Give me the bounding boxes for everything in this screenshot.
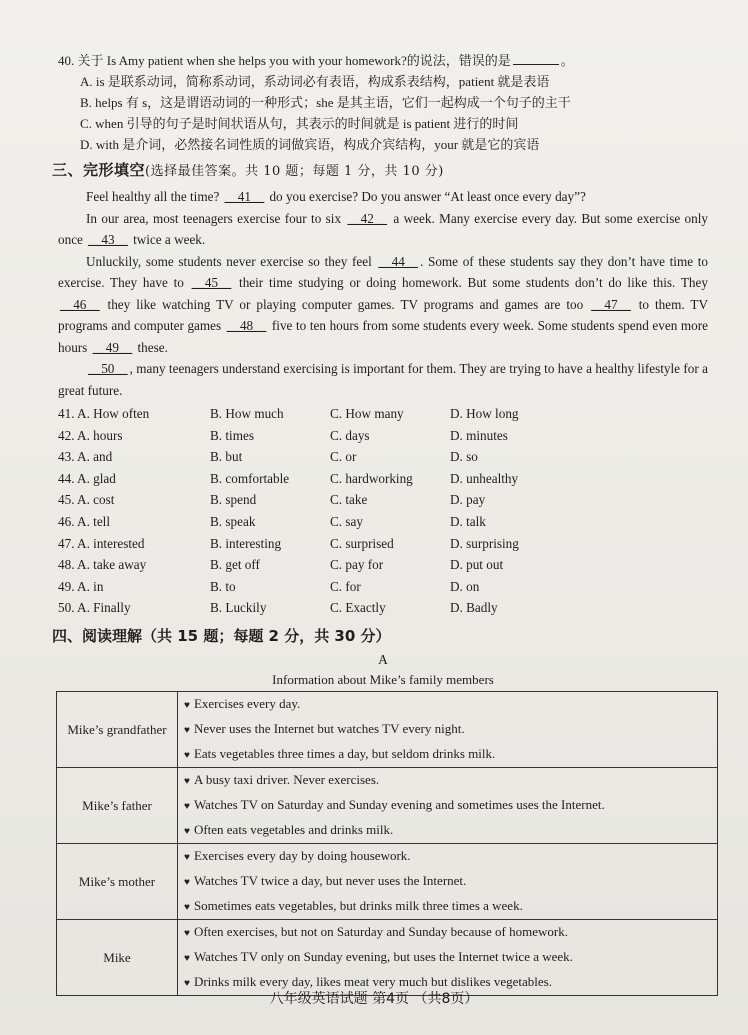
fact-item: ♥ Eats vegetables three times a day, but seldom drinks milk. [184, 745, 496, 761]
member-facts [178, 767, 718, 843]
question-40-option-b: B. helps 有 s，这是谓语动词的一种形式；she 是其主语，它们一起构成一个句子的主干 [80, 95, 571, 110]
option-row-42: 42. A. hours B. times C. days D. minutes [58, 427, 508, 443]
table-row [57, 767, 718, 843]
option-row-45: 45. A. cost B. spend C. take D. pay [58, 492, 486, 508]
fact-item: ♥ Often exercises, but not on Saturday and Sunday because of homework. [184, 923, 568, 939]
option-row-46: 46. A. tell B. speak C. say D. talk [58, 513, 486, 529]
fact-item: ♥ Often eats vegetables and drinks milk. [184, 821, 394, 837]
blank-42: __42__ [347, 210, 388, 226]
option-row-49: 49. A. in B. to C. for D. on [58, 578, 480, 594]
table-row [57, 691, 718, 767]
page-footer: 八年级英语试题 第4页 （共8页） [269, 991, 479, 1007]
passage-paragraph: __50__ , many teenagers understand exercising is important for them. They are trying to have a healthy lifestyle for a great future. [58, 361, 708, 398]
passage-paragraph: In our area, most teenagers exercise four to six __42__ a week. Many exercise every day. But some exercise only once __43__ twice a week. [58, 210, 709, 247]
heart-bullet-icon: ♥ [184, 851, 190, 863]
member-name: Mike’s mother [57, 843, 178, 919]
question-40-option-c: C. when 引导的句子是时间状语从句，其表示的时间就是 is patient 进行的时间 [80, 116, 519, 131]
cloze-passage [58, 186, 708, 401]
family-info-table [56, 691, 718, 996]
answer-blank [513, 64, 559, 65]
heart-bullet-icon: ♥ [184, 825, 190, 837]
cloze-section-title: 三、完形填空(选择最佳答案。共 10 题；每题 1 分，共 10 分) [52, 161, 444, 179]
fact-item: ♥ Watches TV twice a day, but never uses the Internet. [184, 872, 467, 888]
blank-49: __49__ [92, 339, 133, 355]
blank-48: __48__ [226, 318, 267, 333]
option-row-48: 48. A. take away B. get off C. pay for D. put out [58, 557, 504, 573]
question-40-option-d: D. with 是介词，必然接名词性质的词做宾语，构成介宾结构，your 就是它的宾语 [80, 137, 540, 152]
fact-item: ♥ Sometimes eats vegetables, but drinks milk three times a week. [184, 897, 523, 913]
heart-bullet-icon: ♥ [184, 901, 190, 913]
fact-item: ♥ Exercises every day. [184, 695, 301, 711]
member-name: Mike [57, 919, 178, 995]
member-name: Mike’s grandfather [57, 691, 178, 767]
heart-bullet-icon: ♥ [184, 724, 190, 736]
heart-bullet-icon: ♥ [184, 800, 190, 812]
heart-bullet-icon: ♥ [184, 927, 190, 939]
fact-item: ♥ Drinks milk every day, likes meat very much but dislikes vegetables. [184, 973, 552, 989]
table-row [57, 919, 718, 995]
fact-item: ♥ Exercises every day by doing housework. [184, 847, 411, 863]
option-row-43: 43. A. and B. but C. or D. so [58, 449, 478, 465]
question-40-option-a: A. is 是联系动词，简称系动词，系动词必有表语，构成系表结构，patient 就是表语 [80, 74, 550, 89]
blank-47: __47__ [591, 296, 631, 312]
member-facts [178, 843, 718, 919]
fact-item: ♥ Watches TV only on Sunday evening, but uses the Internet twice a week. [184, 948, 573, 964]
blank-50: __50__ [88, 361, 128, 376]
option-row-47: 47. A. interested B. interesting C. surprised D. surprising [58, 535, 519, 551]
heart-bullet-icon: ♥ [184, 699, 190, 711]
question-40 [58, 50, 708, 155]
fact-item: ♥ Never uses the Internet but watches TV every night. [184, 720, 465, 736]
option-row-44: 44. A. glad B. comfortable C. hardworking D. unhealthy [58, 470, 519, 486]
blank-46: __46__ [60, 296, 100, 312]
fact-item: ♥ A busy taxi driver. Never exercises. [184, 771, 380, 787]
fact-item: ♥ Watches TV on Saturday and Sunday evening and sometimes uses the Internet. [184, 796, 605, 812]
question-40-stem: 40. 关于 Is Amy patient when she helps you with your homework?的说法，错误的是 。 [58, 53, 574, 68]
reading-section-title: 四、阅读理解（共 15 题；每题 2 分，共 30 分） [52, 626, 391, 645]
heart-bullet-icon: ♥ [184, 749, 190, 761]
blank-43: __43__ [88, 232, 128, 247]
member-name: Mike’s father [57, 767, 178, 843]
blank-41: __41__ [224, 189, 265, 204]
heart-bullet-icon: ♥ [184, 775, 190, 787]
passage-paragraph: Unluckily, some students never exercise so they feel __44__ . Some of these students say they don’t have time to exercise. They have to __45__ their time studying or doing homework. But some students don’t do like this. They __46__ they like watching TV or playing computer games. TV programs and games are too __47__ to them. TV programs and computer games __48__ five to ten hours from some students every week. Some students spend even more hours __49__ these. [58, 253, 709, 355]
table-caption: Information about Mike’s family members [272, 671, 494, 687]
reading-part-label: A [378, 651, 388, 667]
option-row-41: 41. A. How often B. How much C. How many D. How long [58, 406, 519, 421]
member-facts [178, 919, 718, 995]
heart-bullet-icon: ♥ [184, 876, 190, 888]
table-row [57, 843, 718, 919]
heart-bullet-icon: ♥ [184, 952, 190, 964]
cloze-options [58, 403, 708, 619]
blank-44: __44__ [378, 253, 418, 269]
member-facts [178, 691, 718, 767]
passage-paragraph: Feel healthy all the time? __41__ do you exercise? Do you answer “At least once every day”? [86, 189, 586, 204]
option-row-50: 50. A. Finally B. Luckily C. Exactly D. Badly [58, 600, 498, 616]
blank-45: __45__ [191, 275, 232, 290]
heart-bullet-icon: ♥ [184, 977, 190, 989]
